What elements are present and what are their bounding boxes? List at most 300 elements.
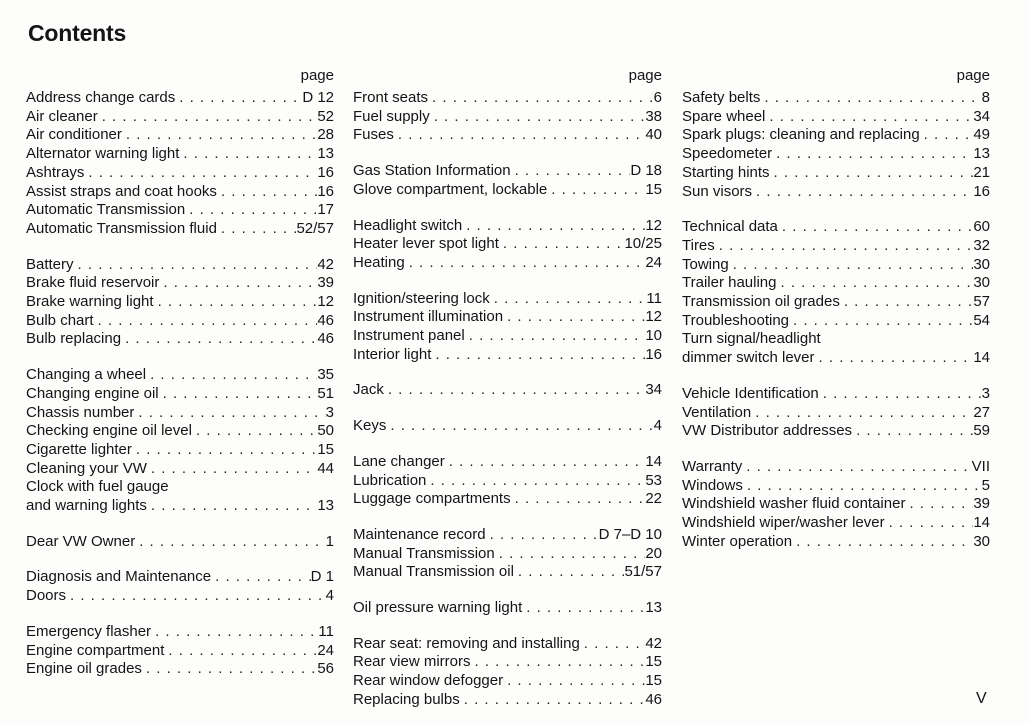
dot-leader: [580, 635, 646, 654]
index-entry: [353, 526, 662, 545]
dot-leader: [394, 126, 645, 145]
dot-leader: [151, 623, 318, 642]
dot-leader: [471, 653, 646, 672]
index-entry-page: 4: [325, 587, 334, 605]
index-entry: [682, 218, 990, 237]
index-entry: [26, 293, 334, 312]
index-entry: [682, 349, 990, 368]
index-entry-text: Engine oil grades: [26, 660, 142, 678]
index-entry: [26, 220, 334, 239]
group-spacer: [353, 364, 662, 381]
index-entry-text: Starting hints: [682, 163, 770, 181]
dot-leader: [715, 237, 974, 256]
index-entry-page: 5: [981, 476, 990, 494]
index-entry: [353, 162, 662, 181]
dot-leader: [445, 453, 646, 472]
index-entry: [26, 422, 334, 441]
index-entry: [26, 312, 334, 331]
index-entry-page: 16: [973, 182, 990, 200]
index-entry-page: D 18: [630, 162, 662, 180]
index-entry-text: Oil pressure warning light: [353, 599, 523, 617]
index-entry-text: Cigarette lighter: [26, 440, 132, 458]
index-entry-text: Changing a wheel: [26, 366, 147, 384]
dot-leader: [495, 545, 646, 564]
index-entry-text: Rear view mirrors: [353, 653, 471, 671]
index-entry: [682, 293, 990, 312]
index-entry: [682, 237, 990, 256]
index-entry-page: 56: [317, 660, 334, 678]
index-entry-page: 16: [645, 345, 662, 363]
index-entry-text: Sun visors: [682, 182, 753, 200]
index-entry-text: Clock with fuel gauge: [26, 478, 169, 496]
index-entry: [682, 256, 990, 275]
index-entry: [26, 108, 334, 127]
index-entry-page: 46: [317, 311, 334, 329]
index-entry-text: Brake fluid reservoir: [26, 274, 160, 292]
index-entry-page: 16: [317, 182, 334, 200]
index-entry: [26, 460, 334, 479]
index-entry-text: Spare wheel: [682, 107, 766, 125]
dot-leader: [905, 495, 973, 514]
index-entry: [682, 183, 990, 202]
dot-leader: [192, 422, 317, 441]
index-entry-text: Heating: [353, 253, 405, 271]
index-entry: [26, 497, 334, 516]
index-entry-text: Gas Station Information: [353, 162, 511, 180]
index-entry-text: Maintenance record: [353, 525, 486, 543]
index-entry-page: 52/57: [296, 219, 334, 237]
dot-leader: [511, 162, 631, 181]
index-entry-page: 28: [317, 126, 334, 144]
index-entry-text: Front seats: [353, 89, 429, 106]
index-entry-page: D 1: [310, 568, 334, 586]
index-entry-text: Lane changer: [353, 452, 445, 470]
dot-leader: [98, 108, 318, 127]
index-entry: [353, 417, 662, 436]
index-entry-page: 16: [317, 163, 334, 181]
contents-column-3: [682, 66, 990, 551]
contents-column-2: [353, 66, 662, 710]
index-entry-text: Fuses: [353, 126, 394, 144]
index-entry: [353, 453, 662, 472]
index-entry-page: 32: [973, 236, 990, 254]
index-entry-text: and warning lights: [26, 497, 147, 515]
index-entry-page: 24: [645, 253, 662, 271]
index-entry-page: 13: [973, 145, 990, 163]
dot-leader: [66, 587, 326, 606]
index-entry: [26, 145, 334, 164]
index-entry: [353, 545, 662, 564]
index-entry: [682, 312, 990, 331]
index-entry-text: Interior light: [353, 345, 432, 363]
index-entry-page: 42: [645, 634, 662, 652]
index-entry-page: 60: [973, 218, 990, 236]
dot-leader: [840, 293, 973, 312]
index-entry-page: 27: [973, 403, 990, 421]
dot-leader: [547, 181, 645, 200]
index-entry-text: Automatic Transmission: [26, 201, 186, 219]
index-entry: [353, 563, 662, 582]
index-entry-text: VW Distributor addresses: [682, 422, 853, 440]
index-entry-page: D 7–D 10: [598, 525, 662, 543]
index-entry-page: 30: [973, 532, 990, 550]
dot-leader: [122, 126, 317, 145]
index-entry-page: 11: [318, 622, 334, 640]
index-entry-page: VII: [971, 457, 990, 475]
index-entry-page: 35: [317, 366, 334, 384]
dot-leader: [752, 183, 973, 202]
dot-leader: [142, 660, 317, 679]
index-entry-text: Air conditioner: [26, 126, 122, 144]
index-entry-page: 46: [317, 330, 334, 348]
index-entry-text: Automatic Transmission fluid: [26, 219, 217, 237]
index-entry-text: Rear seat: removing and installing: [353, 634, 580, 652]
dot-leader: [428, 89, 654, 108]
index-entry: [26, 623, 334, 642]
index-entry-text: Emergency flasher: [26, 622, 152, 640]
index-entry-text: Ventilation: [682, 403, 752, 421]
group-spacer: [26, 349, 334, 366]
dot-leader: [134, 404, 325, 423]
dot-leader: [792, 533, 973, 552]
index-entry-text: Fuel supply: [353, 107, 430, 125]
index-entry-text: Bulb replacing: [26, 330, 122, 348]
index-entry-text: Battery: [26, 255, 74, 273]
index-entry: [682, 126, 990, 145]
index-entry-text: Spark plugs: cleaning and replacing: [682, 126, 920, 144]
entry-list: [26, 89, 334, 679]
index-entry-text: Jack: [353, 381, 384, 399]
index-entry-text: Keys: [353, 417, 387, 435]
index-entry-page: 30: [973, 274, 990, 292]
index-entry: [682, 514, 990, 533]
index-entry-page: 53: [645, 471, 662, 489]
index-entry-page: 11: [646, 289, 662, 307]
index-entry-text: Glove compartment, lockable: [353, 180, 548, 198]
page-column-header: page: [956, 67, 990, 84]
index-entry: [682, 495, 990, 514]
index-entry-page: 57: [973, 293, 990, 311]
index-entry-page: 44: [317, 459, 334, 477]
group-spacer: [353, 509, 662, 526]
index-entry: [26, 274, 334, 293]
index-entry-text: Headlight switch: [353, 216, 463, 234]
group-spacer: [353, 400, 662, 417]
dot-leader: [430, 108, 646, 127]
index-entry-text: Ashtrays: [26, 163, 85, 181]
index-entry-page: 14: [973, 349, 990, 367]
index-entry: [26, 164, 334, 183]
index-entry: [353, 672, 662, 691]
index-entry-text: Technical data: [682, 218, 778, 236]
dot-leader: [490, 290, 647, 309]
dot-leader: [217, 220, 297, 239]
index-entry: [353, 290, 662, 309]
index-entry-text: Luggage compartments: [353, 490, 511, 508]
dot-leader: [815, 349, 974, 368]
index-entry-text: Changing engine oil: [26, 384, 159, 402]
dot-leader: [74, 256, 318, 275]
index-entry-page: 34: [973, 107, 990, 125]
dot-leader: [147, 497, 317, 516]
index-entry: [26, 330, 334, 349]
index-entry-page: 38: [645, 107, 662, 125]
dot-leader: [751, 404, 973, 423]
index-entry-page: 15: [645, 180, 662, 198]
dot-leader: [426, 472, 645, 491]
group-spacer: [353, 436, 662, 453]
index-entry: [353, 126, 662, 145]
index-entry: [26, 404, 334, 423]
index-entry: [682, 385, 990, 404]
index-entry-text: Address change cards: [26, 89, 176, 106]
dot-leader: [159, 385, 318, 404]
index-entry-text: Engine compartment: [26, 641, 165, 659]
index-entry-text: Lubrication: [353, 471, 427, 489]
index-entry: [682, 145, 990, 164]
index-entry: [682, 533, 990, 552]
dot-leader: [154, 293, 318, 312]
index-entry-page: 17: [317, 201, 334, 219]
dot-leader: [132, 441, 317, 460]
index-entry-page: 42: [317, 255, 334, 273]
group-spacer: [353, 618, 662, 635]
dot-leader: [159, 274, 317, 293]
index-entry-text: Manual Transmission oil: [353, 563, 514, 581]
dot-leader: [760, 89, 981, 108]
dot-leader: [217, 183, 317, 202]
index-entry: [353, 181, 662, 200]
index-entry: [353, 490, 662, 509]
index-entry: [682, 458, 990, 477]
dot-leader: [164, 642, 317, 661]
dot-leader: [742, 458, 971, 477]
page-column-header: page: [628, 67, 662, 84]
index-entry: [353, 327, 662, 346]
dot-leader: [460, 691, 646, 710]
index-entry-page: 6: [653, 89, 662, 106]
index-entry-page: 40: [645, 126, 662, 144]
index-entry-page: 13: [317, 497, 334, 515]
index-entry-text: Towing: [682, 255, 729, 273]
index-entry-text: Ignition/steering lock: [353, 289, 490, 307]
index-entry-page: 15: [645, 672, 662, 690]
dot-leader: [819, 385, 982, 404]
page-title: Contents: [28, 20, 127, 46]
page-column-header: page: [300, 67, 334, 84]
dot-leader: [777, 274, 974, 293]
index-entry-page: 39: [973, 495, 990, 513]
group-spacer: [682, 368, 990, 385]
index-entry-page: 3: [325, 403, 334, 421]
index-entry-text: Dear VW Owner: [26, 532, 136, 550]
index-entry-page: 12: [645, 216, 662, 234]
index-entry-page: 39: [317, 274, 334, 292]
index-entry-text: Safety belts: [682, 89, 761, 106]
index-entry-page: 10/25: [624, 235, 662, 253]
index-entry-page: 15: [317, 440, 334, 458]
index-entry-text: Alternator warning light: [26, 145, 180, 163]
index-entry: [682, 108, 990, 127]
index-entry: [26, 587, 334, 606]
contents-column-1: [26, 66, 334, 679]
dot-leader: [772, 145, 973, 164]
index-entry-page: 22: [645, 490, 662, 508]
index-entry-page: 1: [325, 532, 334, 550]
group-spacer: [682, 441, 990, 458]
index-entry: [353, 308, 662, 327]
index-entry: [26, 642, 334, 661]
index-entry-text: Rear window defogger: [353, 672, 504, 690]
index-entry: [26, 126, 334, 145]
dot-leader: [503, 308, 645, 327]
dot-leader: [84, 164, 317, 183]
dot-leader: [135, 533, 325, 552]
entry-list: [682, 89, 990, 551]
index-entry-text: Checking engine oil level: [26, 422, 192, 440]
index-entry-text: Warranty: [682, 457, 743, 475]
index-entry: [353, 691, 662, 710]
index-entry: [26, 568, 334, 587]
group-spacer: [682, 201, 990, 218]
index-entry-page: 15: [645, 653, 662, 671]
index-entry: [26, 201, 334, 220]
index-entry-page: 13: [645, 599, 662, 617]
group-spacer: [26, 551, 334, 568]
index-entry: [682, 404, 990, 423]
index-entry-text: Chassis number: [26, 403, 135, 421]
group-spacer: [26, 516, 334, 533]
dot-leader: [852, 422, 973, 441]
dot-leader: [743, 477, 982, 496]
index-entry-text: Manual Transmission: [353, 544, 495, 562]
index-entry: [26, 385, 334, 404]
index-entry-page: 46: [645, 690, 662, 708]
index-entry-page: 14: [645, 452, 662, 470]
index-entry-page: 52: [317, 107, 334, 125]
group-spacer: [26, 606, 334, 623]
dot-leader: [465, 327, 646, 346]
index-entry: [26, 441, 334, 460]
index-entry-text: Instrument illumination: [353, 308, 504, 326]
index-entry: [353, 653, 662, 672]
group-spacer: [353, 273, 662, 290]
dot-leader: [146, 366, 317, 385]
index-entry: [353, 217, 662, 236]
dot-leader: [94, 312, 318, 331]
index-entry-page: 20: [645, 544, 662, 562]
dot-leader: [179, 145, 317, 164]
index-entry-text: Windshield washer fluid container: [682, 495, 906, 513]
index-entry-text: Brake warning light: [26, 293, 154, 311]
dot-leader: [431, 346, 645, 365]
dot-leader: [511, 490, 646, 509]
dot-leader: [384, 381, 645, 400]
index-entry: [353, 381, 662, 400]
index-entry: [353, 346, 662, 365]
index-entry: [353, 635, 662, 654]
index-entry-text: Diagnosis and Maintenance: [26, 568, 212, 586]
index-entry-text: Turn signal/headlight: [682, 330, 821, 348]
dot-leader: [185, 201, 317, 220]
index-entry: [26, 533, 334, 552]
index-entry-text: Trailer hauling: [682, 274, 777, 292]
index-entry: [682, 89, 990, 108]
index-entry: [353, 254, 662, 273]
dot-leader: [462, 217, 645, 236]
index-entry-text: dimmer switch lever: [682, 349, 815, 367]
index-entry-page: 24: [317, 641, 334, 659]
index-entry-page: 34: [645, 381, 662, 399]
page-number: V: [976, 690, 987, 707]
index-entry-text: Replacing bulbs: [353, 690, 460, 708]
group-spacer: [353, 200, 662, 217]
index-entry-text: Speedometer: [682, 145, 773, 163]
index-entry: [353, 235, 662, 254]
index-entry: [26, 183, 334, 202]
index-entry: [682, 274, 990, 293]
dot-leader: [386, 417, 653, 436]
dot-leader: [211, 568, 311, 587]
dot-leader: [514, 563, 625, 582]
index-entry-page: 50: [317, 422, 334, 440]
index-entry-text: Instrument panel: [353, 327, 465, 345]
dot-leader: [770, 164, 974, 183]
group-spacer: [26, 239, 334, 256]
index-entry-page: 12: [317, 293, 334, 311]
dot-leader: [522, 599, 645, 618]
index-entry-text: Cleaning your VW: [26, 459, 147, 477]
dot-leader: [147, 460, 317, 479]
index-entry: [353, 89, 662, 108]
index-entry-text: Windshield wiper/washer lever: [682, 514, 885, 532]
index-entry-page: 3: [981, 384, 990, 402]
dot-leader: [778, 218, 973, 237]
index-entry-text: Bulb chart: [26, 311, 94, 329]
index-entry: [682, 164, 990, 183]
index-entry-page: 12: [645, 308, 662, 326]
index-entry-page: 8: [981, 89, 990, 106]
group-spacer: [353, 145, 662, 162]
dot-leader: [920, 126, 974, 145]
index-entry: [353, 599, 662, 618]
index-entry: [682, 477, 990, 496]
index-entry-page: 49: [973, 126, 990, 144]
dot-leader: [175, 89, 302, 108]
index-entry-text: Doors: [26, 587, 67, 605]
dot-leader: [405, 254, 646, 273]
index-entry-page: 54: [973, 311, 990, 329]
dot-leader: [729, 256, 974, 275]
index-entry-page: 21: [973, 163, 990, 181]
index-entry: [26, 256, 334, 275]
index-entry: [353, 108, 662, 127]
index-entry-text: Troubleshooting: [682, 311, 790, 329]
index-entry-text: Assist straps and coat hooks: [26, 182, 217, 200]
index-entry-page: 51: [317, 384, 334, 402]
index-entry-text: Air cleaner: [26, 107, 98, 125]
group-spacer: [353, 582, 662, 599]
index-entry: [682, 422, 990, 441]
index-entry-text: Vehicle Identification: [682, 384, 819, 402]
index-entry-text: Tires: [682, 236, 715, 254]
index-entry-text: Winter operation: [682, 532, 793, 550]
index-entry-page: 51/57: [624, 563, 662, 581]
index-entry-page: D 12: [302, 89, 334, 106]
index-entry-page: 10: [645, 327, 662, 345]
index-entry-text: Heater lever spot light: [353, 235, 499, 253]
index-entry: [353, 472, 662, 491]
